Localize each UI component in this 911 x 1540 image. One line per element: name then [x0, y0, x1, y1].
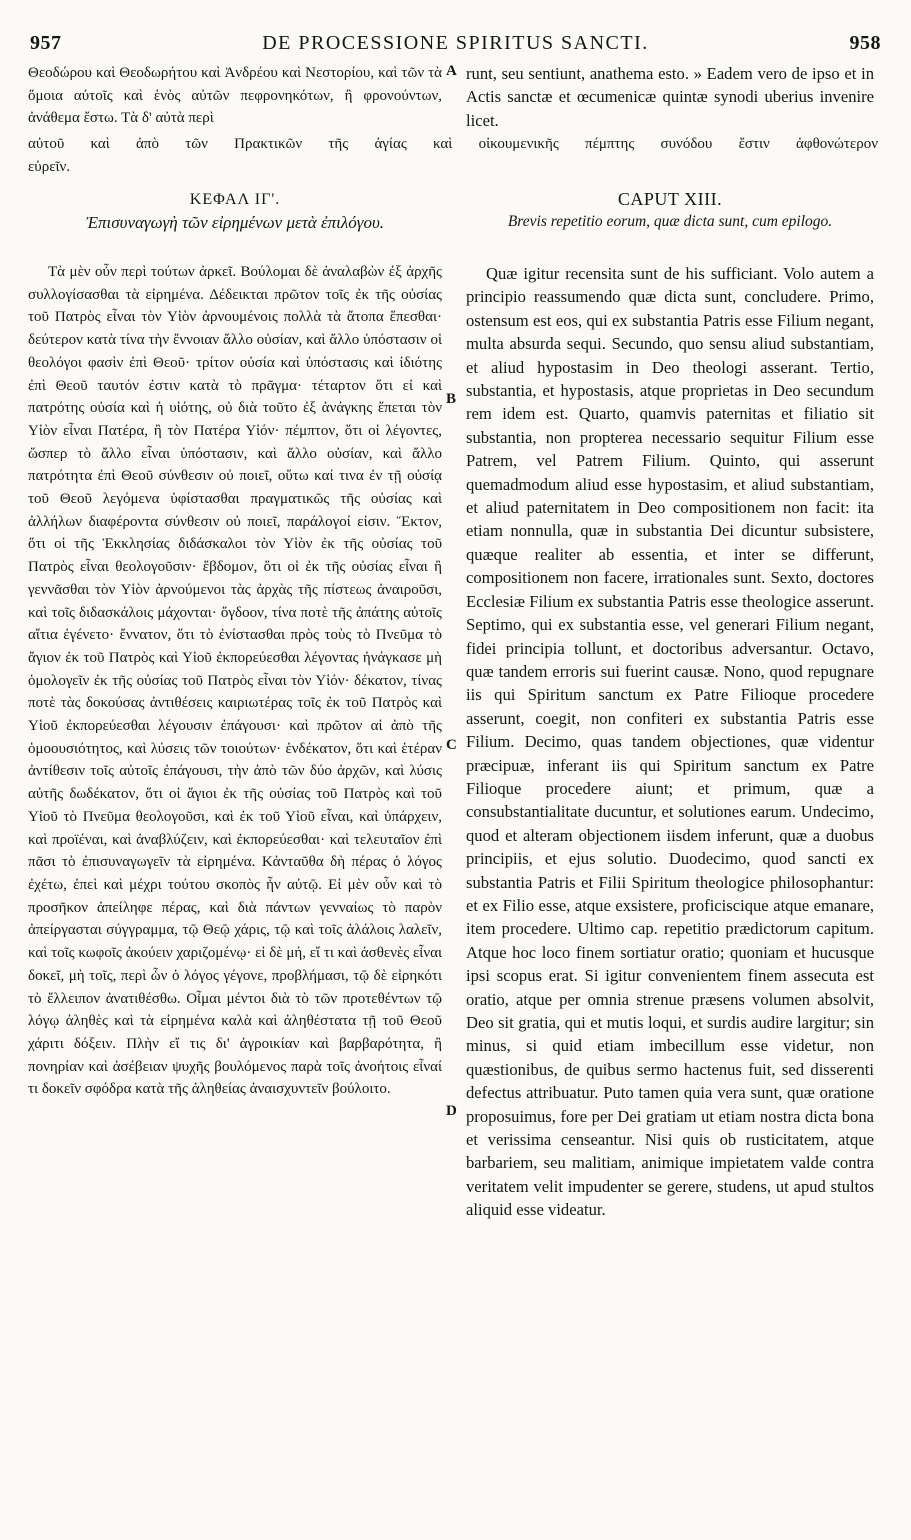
greek-chapter-heading: ΚΕΦΑΛ ΙΓ'. — [189, 191, 281, 208]
page-number-left: 957 — [30, 32, 62, 54]
greek-spill-line-2: εὑρεῖν. — [28, 159, 71, 175]
greek-chapter-subtitle: Ἐπισυναγωγὴ τῶν εἰρημένων μετὰ ἐπιλόγου. — [85, 213, 385, 232]
margin-marker-c: C — [446, 737, 457, 753]
greek-spill-line-1: αὐτοῦ καὶ ἀπὸ τῶν Πρακτικῶν τῆς ἁγίας καὶ οἰκουμενικῆς πέμπτης συνόδου ἔστιν ἀφθονώτερον — [28, 136, 878, 152]
running-title: DE PROCESSIONE SPIRITUS SANCTI. — [262, 32, 649, 54]
latin-chapter-heading: CAPUT XIII. — [617, 189, 723, 209]
greek-top-paragraph: Θεοδώρου καὶ Θεοδωρήτου καὶ Ἀνδρέου καὶ Νεστορίου, καὶ τῶν τὰ ὅμοια αὐτοῖς καὶ ἑνὸς αὐτῶν πεφρονηκότων, ἢ φρονούντων, ἀνάθεμα ἔστω. Τὰ δ' αὐτὰ περὶ — [28, 65, 442, 127]
greek-body-text: Τὰ μὲν οὖν περὶ τούτων ἀρκεῖ. Βούλομαι δὲ ἀναλαβὼν ἐξ ἀρχῆς συλλογίσασθαι τὰ εἰρημένα. Δέδεικται πρῶτον τοῖς ἐκ τῆς οὐσίας τοῦ Πατρὸς εἶναι τὸν Υἱὸν ἀρνουμένοις πολλὰ τὰ ἄτοπα ἕπεσθαι· δεύτερον κατὰ τίνα τὴν ἔννοιαν ἄλλο οὐσίαν, καὶ ἄλλο ὑπόστασιν οἱ θεολόγοι φασὶν ἐπὶ Θεοῦ· τρίτον οὐσία καὶ ὑπόστασις καὶ ἰδιότης ἐπὶ Θεοῦ ταυτόν ἐστιν κατὰ τὸ πρᾶγμα· τέταρτον ὅτι εἰ καὶ πατρότης οὐσία καὶ ἡ υἱότης, οὐ διὰ τοῦτο ἐξ ἀνάγκης ἕπεται τὸν Υἱὸν εἶναι Πατέρα, ἢ τὸν Πατέρα Υἱόν· πέμπτον, ὅτι οἱ λέγοντες, ὥσπερ τὸ ἄλλο εἶναι ὑπόστασιν, καὶ ἄλλο οὐσίαν, καὶ ἄλλο πατρότητα ἐπὶ Θεοῦ σύνθεσιν οὐ ποιεῖ, οὕτω καί τινα ἐν τῇ οὐσίᾳ τοῦ Θεοῦ λεγόμενα ὑφίστασθαι πραγματικῶς τῆς οὐσίας καὶ ἀλλήλων διαφέροντα σύνθεσιν οὐ ποιεῖ, παράλογοί εἰσιν. Ἕκτον, ὅτι οἱ τῆς Ἐκκλησίας διδάσκαλοι τὸν Υἱὸν ἐκ τῆς οὐσίας τοῦ Πατρὸς εἶναι θεολογοῦσιν· ἕβδομον, ὅτι οἱ ἐκ τῆς οὐσίας εἶναι ἢ γεννᾶσθαι τὸν Υἱὸν ἀρνούμενοι τὰς ἀρχὰς τῆς πίστεως ἀναιροῦσι, καὶ τοῖς διδασκάλοις μάχονται· ὄγδοον, τίνα ποτὲ τῆς ἀπάτης αὐτοῖς αἴτια ἐγένετο· ἔννατον, ὅτι τὸ ἐνίστασθαι πρὸς τοὺς τὸ Πνεῦμα τὸ ἅγιον ἐκ τοῦ Πατρὸς καὶ Υἱοῦ ἐκπορεύεσθαι λέγοντας ἠνάγκασε μὴ ὁμολογεῖν ἐκ τῆς οὐσίας τοῦ Πατρὸς εἶναι τὸν Υἱόν· δέκατον, τίνας ποτὲ τὰς δοκούσας ἀντιθέσεις καιριωτέρας τοῖς ἐκ τοῦ Πατρὸς καὶ Υἱοῦ ἐκπορεύεσθαι λέγουσιν ἐπάγουσι· καὶ πρῶτον αἱ ἀπὸ τῆς ὁμοουσιότητος, καὶ λύσεις τῶν τοιούτων· ἑνδέκατον, ὅτι καὶ ἑτέραν ἀντίθεσιν τοῖς αὐτοῖς ἐπάγουσι, τὴν ἀπὸ τῶν δύο ἀρχῶν, καὶ λύσις αὐτῆς δωδέκατον, ὅτι οἱ ἅγιοι ἐκ τῆς οὐσίας τοῦ Πατρὸς καὶ τοῦ Υἱοῦ τὸ Πνεῦμα θεολογοῦσι, καὶ ἐκ τοῦ Υἱοῦ εἶναι, καὶ ὑπάρχειν, καὶ προϊέναι, καὶ ἀναβλύζειν, καὶ ἐκπορεύεσθαι· καὶ τελευταῖον ἐπὶ πᾶσι τὸ ἐπισυναγωγεῖν τὰ εἰρημένα. Κἀνταῦθα δὴ πέρας ὁ λόγος ἐχέτω, ἐπεὶ καὶ μέχρι τούτου σκοπὸς ἦν αὐτῷ. Εἰ μὲν οὖν καὶ τὸ προσῆκον ἀπείληφε πέρας, καὶ διὰ πάντων γενναίως τὸ παρὸν ἀπείργασται σύγγραμμα, τῷ Θεῷ χάρις, τῷ καὶ τοῖς ἀλάλοις λαλεῖν, καὶ τοῖς κωφοῖς ἀκούειν χαριζομένῳ· εἰ δὲ μή, εἴ τι καὶ ἀσθενὲς εἶναι δοκεῖ, μὴ τοῖς, περὶ ὧν ὁ λόγος γέγονε, προβλήμασι, τῷ δὲ εἰρηκότι τὸ ἔλλειπον ἀνατιθέσθω. Οἶμαι μέντοι διὰ τὸ τῶν προτεθέντων τῷ λόγῳ ἀληθὲς καὶ τὰ εἰρημένα καλὰ καὶ ἀληθέστατα τῇ τοῦ Θεοῦ χάριτι δόξειν. Πλὴν εἴ τις δι' ἀγροικίαν καὶ βαρβαρότητα, ἢ πονηρίαν καὶ ἀσέβειαν ψυχῆς βουλόμενος παρὰ τοῖς ἀνοήτοις εἶναί τι δοκεῖν σφόδρα κατὰ τῆς ἀληθείας ἀναισχυντεῖν βούλοιτο. — [28, 264, 442, 1098]
margin-marker-b: B — [446, 391, 457, 407]
page-header — [30, 32, 881, 56]
latin-body-text: Quæ igitur recensita sunt de his sufficiant. Volo autem a principio reassumendo quæ dicta sunt, concludere. Primo, ostensum est eos, qui ex substantia Patris esse Filium negant, multa absurda sequi. Secundo, quo sensu aliud substantiam, et aliud hypostasim in Deo theologi asserant. Tertio, substantia, et hypostasis, atque proprietas in Deo secundum rem idem est. Quarto, quamvis paternitas et filiatio sit substantia, non propterea necessario sequitur Filium esse Patrem, vel Patrem Filium. Quinto, qui asserunt quemadmodum aliud esse hypostasim, et aliud substantiam, et aliud paternitatem in Deo compositionem non facit: ita etiam nonnulla, quæ in substantia Dei dicuntur subsistere, quæque realiter ab essentia, et inter se differunt, compositionem non facere, irrationales sunt. Sexto, doctores Ecclesiæ Filium ex substantia Patris esse theologice asserunt. Septimo, qui ex substantia esse, vel generari Filium negant, fidei principia tollunt, et doctoribus adversantur. Octavo, quæ tandem erroris sui fuerint causæ. Nono, quod repugnare iis qui Spiritum sanctum ex Patre Filioque procedere asserunt, coegit, non confiteri ex substantia Patris esse Filium. Decimo, quas tandem objectiones, quæ videntur præcipuæ, inferant iis qui Spiritum sanctum ex Patre Filioque procedere aiunt; et primum, quæ a consubstantialitate ducuntur, et solutiones earum. Undecimo, quod et alteram objectionem iisdem inferunt, quæ a duobus principiis, et ejus solutio. Duodecimo, quod sancti ex substantia Patris et Filii Spiritum theologice philosophantur: et ex Filio esse, atque exsistere, proficiscique atque emanare, item procedere. Ultimo cap. repetitio prædictorum capitum. Atque hoc loco finem sortiatur oratio; quoniam et hucusque ipsi scopus erat. Si igitur convenientem finem assecuta est oratio, atque per omnia strenue præsens volumen absolvit, Deo sit gratia, qui et mutis loqui, et surdis audire largitur; sin minus, si quid etiam imbecillum esse videtur, non quæstionibus, de quibus sermo hactenus fuit, sed disserenti defectus attribuatur. Puto tamen quia vera sunt, quæ oratione proposuimus, fore per Dei gratiam ut etiam nostra dicta bona et verissima censeantur. Nisi quis ob rusticitatem, atque barbariem, seu malitiam, animique impietatem valde contra veritatem velit impudenter se gerere, studens, ut apud stultos aliquid esse videatur. — [466, 264, 874, 1220]
margin-marker-d: D — [446, 1103, 457, 1119]
page-number-right: 958 — [849, 32, 881, 54]
margin-marker-a: A — [446, 63, 457, 79]
latin-top-paragraph: runt, seu sentiunt, anathema esto. » Eadem vero de ipso et in Actis sanctæ et œcumenicæ quintæ synodi uberius invenire licet. — [466, 64, 874, 130]
latin-chapter-subtitle: Brevis repetitio eorum, quæ dicta sunt, cum epilogo. — [507, 213, 833, 230]
